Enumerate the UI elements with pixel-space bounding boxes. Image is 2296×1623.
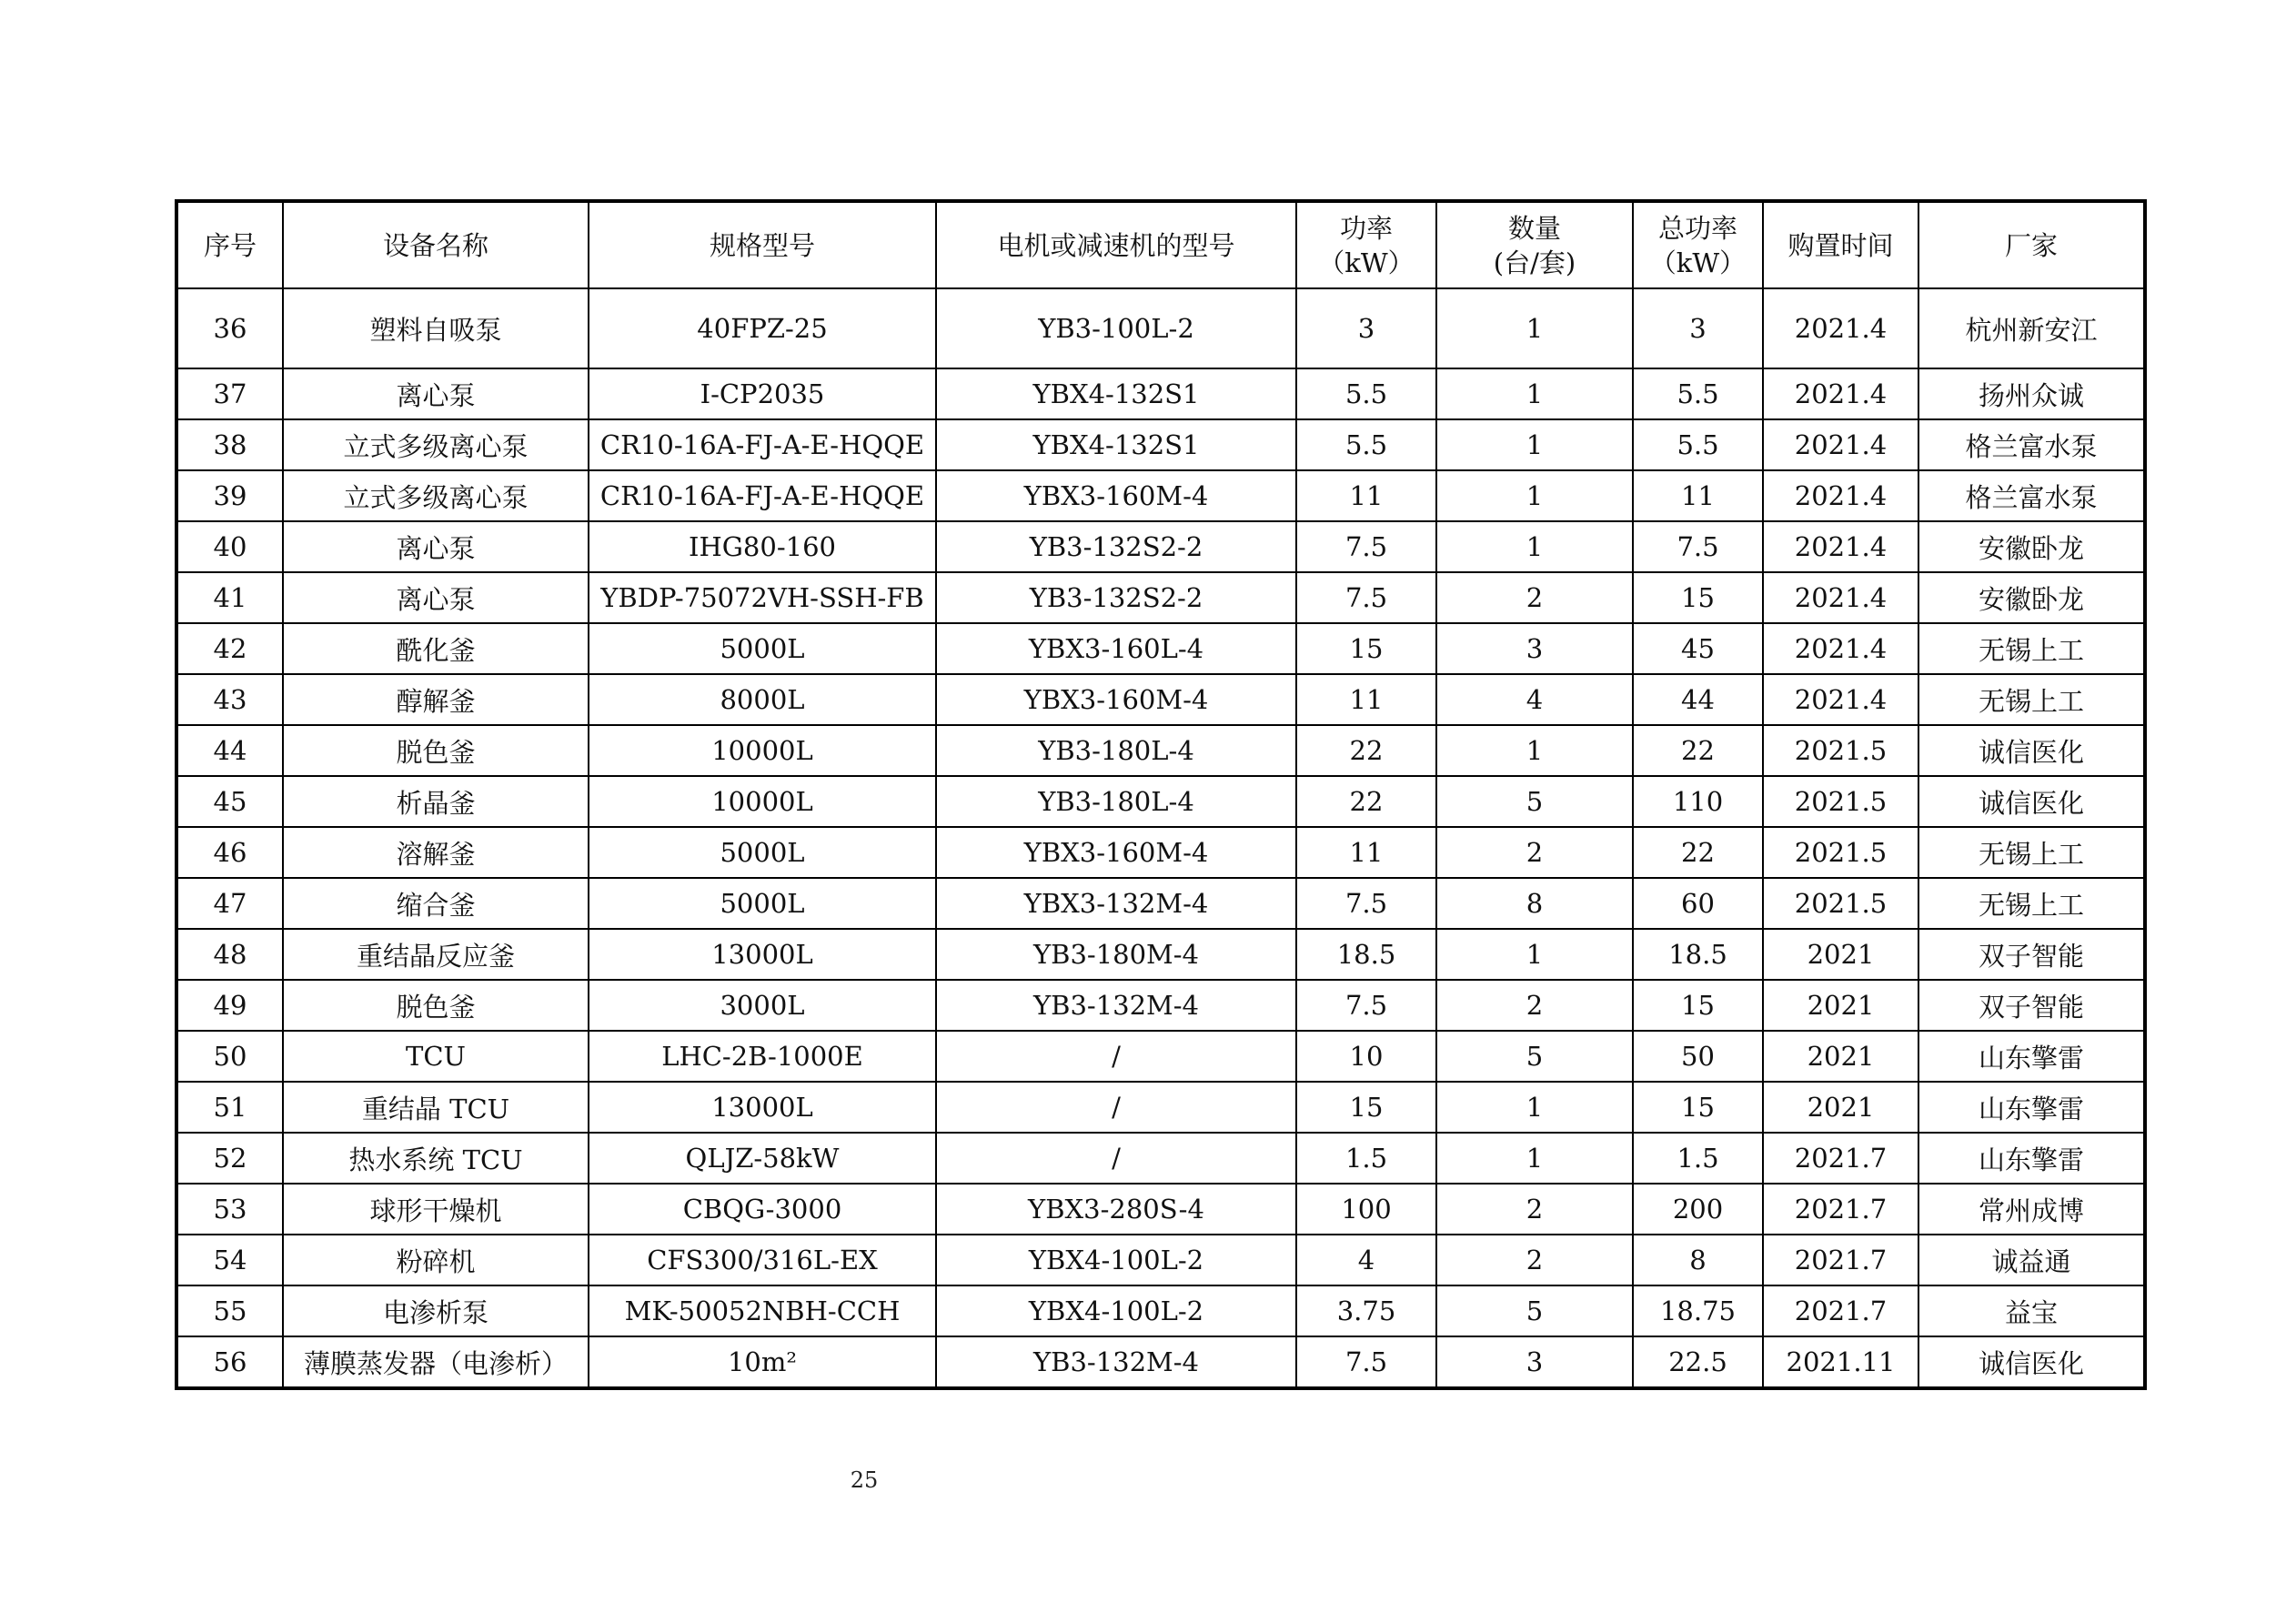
cell-maker: 山东擎雷 [1918,1031,2145,1082]
cell-maker: 双子智能 [1918,980,2145,1031]
cell-spec: MK-50052NBH-CCH [589,1285,936,1336]
cell-name: 溶解釜 [283,827,589,878]
cell-date: 2021.4 [1763,368,1918,419]
cell-date: 2021.4 [1763,572,1918,623]
cell-no: 38 [176,419,283,470]
table-row [176,776,2145,827]
header-spec-label: 规格型号 [709,229,815,261]
cell-power: 15 [1296,623,1436,674]
header-row [176,201,2145,288]
cell-date: 2021 [1763,1082,1918,1133]
cell-date: 2021.7 [1763,1133,1918,1184]
cell-name: 脱色釜 [283,725,589,776]
cell-motor: YB3-132S2-2 [936,521,1296,572]
cell-qty: 1 [1436,288,1633,368]
cell-maker: 杭州新安江 [1918,288,2145,368]
cell-total: 3 [1633,288,1763,368]
cell-power: 10 [1296,1031,1436,1082]
cell-spec: LHC-2B-1000E [589,1031,936,1082]
cell-no: 54 [176,1235,283,1285]
cell-no: 36 [176,288,283,368]
cell-power: 11 [1296,674,1436,725]
cell-name: 析晶釜 [283,776,589,827]
cell-no: 52 [176,1133,283,1184]
cell-power: 3 [1296,288,1436,368]
cell-motor: YB3-100L-2 [936,288,1296,368]
cell-date: 2021.7 [1763,1285,1918,1336]
table-row [176,572,2145,623]
cell-maker: 安徽卧龙 [1918,572,2145,623]
cell-name: 重结晶 TCU [283,1082,589,1133]
header-name-label: 设备名称 [382,229,488,261]
cell-qty: 1 [1436,470,1633,521]
header-qty-label: 数量 [1507,212,1561,244]
table-row [176,1235,2145,1285]
cell-total: 15 [1633,1082,1763,1133]
table-row [176,1336,2145,1388]
cell-no: 47 [176,878,283,929]
cell-date: 2021 [1763,1031,1918,1082]
cell-maker: 双子智能 [1918,929,2145,980]
table-row [176,623,2145,674]
table-row [176,368,2145,419]
table-body [176,288,2145,1388]
cell-qty: 1 [1436,929,1633,980]
cell-qty: 1 [1436,521,1633,572]
cell-total: 11 [1633,470,1763,521]
cell-power: 22 [1296,776,1436,827]
cell-power: 11 [1296,470,1436,521]
cell-maker: 山东擎雷 [1918,1082,2145,1133]
cell-qty: 1 [1436,1133,1633,1184]
cell-spec: 10000L [589,725,936,776]
cell-qty: 1 [1436,419,1633,470]
table-row [176,288,2145,368]
table-row [176,521,2145,572]
cell-qty: 2 [1436,827,1633,878]
cell-power: 15 [1296,1082,1436,1133]
cell-qty: 5 [1436,776,1633,827]
cell-total: 7.5 [1633,521,1763,572]
cell-maker: 诚信医化 [1918,725,2145,776]
header-power-label: 功率 [1339,212,1393,244]
cell-maker: 格兰富水泵 [1918,470,2145,521]
cell-total: 45 [1633,623,1763,674]
cell-total: 50 [1633,1031,1763,1082]
cell-name: 薄膜蒸发器（电渗析） [283,1336,589,1388]
cell-name: 醇解釜 [283,674,589,725]
cell-spec: 5000L [589,623,936,674]
cell-qty: 2 [1436,980,1633,1031]
header-motor-label: 电机或减速机的型号 [997,229,1235,261]
cell-name: 脱色釜 [283,980,589,1031]
cell-motor: YBX4-132S1 [936,368,1296,419]
cell-motor: YB3-132S2-2 [936,572,1296,623]
cell-maker: 无锡上工 [1918,878,2145,929]
cell-power: 7.5 [1296,1336,1436,1388]
cell-qty: 2 [1436,1184,1633,1235]
header-total [1633,201,1763,288]
cell-name: 酰化釜 [283,623,589,674]
cell-name: 离心泵 [283,572,589,623]
cell-qty: 5 [1436,1031,1633,1082]
cell-no: 56 [176,1336,283,1388]
cell-qty: 4 [1436,674,1633,725]
cell-spec: 3000L [589,980,936,1031]
table-row [176,1285,2145,1336]
cell-no: 43 [176,674,283,725]
cell-spec: CR10-16A-FJ-A-E-HQQE [589,419,936,470]
cell-total: 5.5 [1633,419,1763,470]
equipment-table [175,199,2147,1390]
cell-date: 2021.11 [1763,1336,1918,1388]
cell-date: 2021.5 [1763,725,1918,776]
table-row [176,1031,2145,1082]
cell-date: 2021 [1763,980,1918,1031]
cell-motor: / [936,1031,1296,1082]
cell-motor: / [936,1133,1296,1184]
cell-name: 缩合釜 [283,878,589,929]
table-row [176,929,2145,980]
cell-motor: YB3-132M-4 [936,1336,1296,1388]
table-row [176,470,2145,521]
cell-total: 8 [1633,1235,1763,1285]
cell-qty: 5 [1436,1285,1633,1336]
cell-maker: 无锡上工 [1918,827,2145,878]
header-qty [1436,201,1633,288]
cell-date: 2021.4 [1763,521,1918,572]
cell-name: 球形干燥机 [283,1184,589,1235]
cell-spec: YBDP-75072VH-SSH-FB [589,572,936,623]
cell-qty: 3 [1436,623,1633,674]
cell-power: 18.5 [1296,929,1436,980]
cell-maker: 常州成博 [1918,1184,2145,1235]
cell-maker: 诚信医化 [1918,776,2145,827]
cell-no: 50 [176,1031,283,1082]
cell-total: 44 [1633,674,1763,725]
cell-date: 2021.5 [1763,878,1918,929]
cell-name: 立式多级离心泵 [283,419,589,470]
cell-power: 7.5 [1296,521,1436,572]
header-no [176,201,283,288]
cell-total: 1.5 [1633,1133,1763,1184]
cell-maker: 诚益通 [1918,1235,2145,1285]
header-date-label: 购置时间 [1787,229,1894,261]
header-spec [589,201,936,288]
cell-no: 42 [176,623,283,674]
cell-maker: 扬州众诚 [1918,368,2145,419]
header-name [283,201,589,288]
cell-motor: YBX3-160M-4 [936,674,1296,725]
cell-qty: 2 [1436,572,1633,623]
header-power [1296,201,1436,288]
table-row [176,878,2145,929]
cell-motor: YBX4-100L-2 [936,1285,1296,1336]
header-maker-label: 厂家 [2004,229,2058,261]
cell-motor: YB3-180M-4 [936,929,1296,980]
cell-motor: YBX4-100L-2 [936,1235,1296,1285]
cell-power: 7.5 [1296,572,1436,623]
header-power-unit: （kW） [1318,247,1415,278]
cell-name: 电渗析泵 [283,1285,589,1336]
cell-date: 2021.4 [1763,674,1918,725]
cell-maker: 无锡上工 [1918,674,2145,725]
table-row [176,1184,2145,1235]
cell-qty: 1 [1436,725,1633,776]
cell-no: 46 [176,827,283,878]
cell-date: 2021 [1763,929,1918,980]
cell-name: 立式多级离心泵 [283,470,589,521]
cell-name: 热水系统 TCU [283,1133,589,1184]
cell-maker: 诚信医化 [1918,1336,2145,1388]
cell-maker: 安徽卧龙 [1918,521,2145,572]
cell-maker: 无锡上工 [1918,623,2145,674]
cell-motor: YB3-180L-4 [936,776,1296,827]
cell-name: 离心泵 [283,521,589,572]
header-maker [1918,201,2145,288]
cell-name: TCU [283,1031,589,1082]
cell-no: 40 [176,521,283,572]
cell-spec: QLJZ-58kW [589,1133,936,1184]
cell-motor: YBX3-160M-4 [936,470,1296,521]
cell-spec: 10m² [589,1336,936,1388]
table-row [176,419,2145,470]
cell-power: 1.5 [1296,1133,1436,1184]
header-total-unit: （kW） [1649,247,1747,278]
cell-maker: 格兰富水泵 [1918,419,2145,470]
cell-spec: 13000L [589,929,936,980]
cell-total: 18.75 [1633,1285,1763,1336]
cell-total: 15 [1633,980,1763,1031]
cell-name: 离心泵 [283,368,589,419]
cell-total: 22.5 [1633,1336,1763,1388]
cell-spec: CFS300/316L-EX [589,1235,936,1285]
cell-total: 110 [1633,776,1763,827]
cell-spec: 10000L [589,776,936,827]
cell-date: 2021.4 [1763,623,1918,674]
cell-power: 11 [1296,827,1436,878]
cell-power: 22 [1296,725,1436,776]
cell-date: 2021.5 [1763,827,1918,878]
cell-motor: / [936,1082,1296,1133]
cell-total: 60 [1633,878,1763,929]
cell-power: 7.5 [1296,878,1436,929]
cell-date: 2021.4 [1763,419,1918,470]
cell-total: 22 [1633,725,1763,776]
cell-date: 2021.5 [1763,776,1918,827]
cell-spec: I-CP2035 [589,368,936,419]
cell-total: 5.5 [1633,368,1763,419]
cell-no: 37 [176,368,283,419]
cell-motor: YBX3-160M-4 [936,827,1296,878]
table-header [176,201,2145,288]
cell-total: 22 [1633,827,1763,878]
table-row [176,1082,2145,1133]
cell-motor: YB3-180L-4 [936,725,1296,776]
cell-power: 4 [1296,1235,1436,1285]
cell-no: 55 [176,1285,283,1336]
table-row [176,725,2145,776]
cell-no: 45 [176,776,283,827]
cell-date: 2021.4 [1763,288,1918,368]
cell-qty: 8 [1436,878,1633,929]
cell-power: 3.75 [1296,1285,1436,1336]
cell-power: 100 [1296,1184,1436,1235]
cell-spec: 5000L [589,878,936,929]
header-qty-unit: (台/套) [1493,247,1576,278]
cell-motor: YBX4-132S1 [936,419,1296,470]
cell-no: 48 [176,929,283,980]
cell-spec: CBQG-3000 [589,1184,936,1235]
cell-no: 53 [176,1184,283,1235]
table-row [176,827,2145,878]
header-motor [936,201,1296,288]
cell-no: 44 [176,725,283,776]
cell-power: 5.5 [1296,419,1436,470]
cell-spec: 5000L [589,827,936,878]
cell-qty: 3 [1436,1336,1633,1388]
cell-spec: 8000L [589,674,936,725]
cell-maker: 益宝 [1918,1285,2145,1336]
cell-motor: YBX3-132M-4 [936,878,1296,929]
header-date [1763,201,1918,288]
cell-no: 51 [176,1082,283,1133]
cell-date: 2021.4 [1763,470,1918,521]
cell-no: 39 [176,470,283,521]
cell-power: 5.5 [1296,368,1436,419]
cell-total: 15 [1633,572,1763,623]
page-number: 25 [850,1467,879,1493]
cell-name: 塑料自吸泵 [283,288,589,368]
cell-maker: 山东擎雷 [1918,1133,2145,1184]
header-no-label: 序号 [203,229,257,261]
cell-date: 2021.7 [1763,1184,1918,1235]
header-total-label: 总功率 [1657,212,1737,244]
table-row [176,674,2145,725]
cell-power: 7.5 [1296,980,1436,1031]
cell-total: 200 [1633,1184,1763,1235]
cell-qty: 2 [1436,1235,1633,1285]
cell-name: 粉碎机 [283,1235,589,1285]
cell-spec: 40FPZ-25 [589,288,936,368]
cell-spec: CR10-16A-FJ-A-E-HQQE [589,470,936,521]
cell-name: 重结晶反应釜 [283,929,589,980]
cell-no: 49 [176,980,283,1031]
cell-total: 18.5 [1633,929,1763,980]
cell-qty: 1 [1436,368,1633,419]
cell-spec: IHG80-160 [589,521,936,572]
table-row [176,980,2145,1031]
cell-no: 41 [176,572,283,623]
cell-date: 2021.7 [1763,1235,1918,1285]
cell-motor: YBX3-160L-4 [936,623,1296,674]
cell-spec: 13000L [589,1082,936,1133]
cell-motor: YB3-132M-4 [936,980,1296,1031]
table-row [176,1133,2145,1184]
cell-motor: YBX3-280S-4 [936,1184,1296,1235]
cell-qty: 1 [1436,1082,1633,1133]
